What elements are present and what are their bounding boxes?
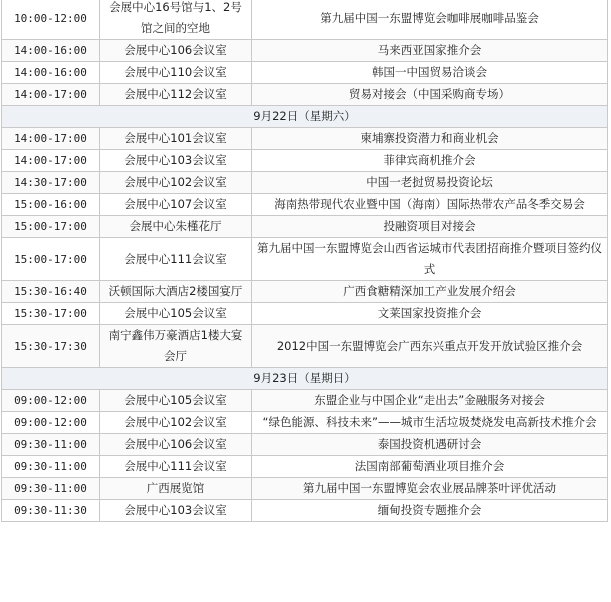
event-cell: 广西食糖精深加工产业发展介绍会 <box>252 281 608 303</box>
time-cell: 09:00-12:00 <box>2 390 100 412</box>
table-row <box>2 84 608 106</box>
venue-cell: 广西展览馆 <box>100 478 252 500</box>
date-label: 9月23日（星期日） <box>2 368 608 390</box>
time-cell: 14:00-17:00 <box>2 128 100 150</box>
event-cell: 2012中国一东盟博览会广西东兴重点开发开放试验区推介会 <box>252 325 608 368</box>
time-cell: 10:00-12:00 <box>2 0 100 40</box>
table-row <box>2 500 608 522</box>
date-header-row <box>2 368 608 390</box>
time-cell: 09:00-12:00 <box>2 412 100 434</box>
time-cell: 09:30-11:30 <box>2 500 100 522</box>
schedule-body <box>2 0 608 522</box>
time-cell: 09:30-11:00 <box>2 456 100 478</box>
time-cell: 15:00-17:00 <box>2 238 100 281</box>
venue-cell: 会展中心105会议室 <box>100 303 252 325</box>
time-cell: 09:30-11:00 <box>2 478 100 500</box>
venue-cell: 会展中心111会议室 <box>100 238 252 281</box>
event-cell: 柬埔寨投资潜力和商业机会 <box>252 128 608 150</box>
event-cell: 中国一老挝贸易投资论坛 <box>252 172 608 194</box>
table-row <box>2 128 608 150</box>
table-row <box>2 456 608 478</box>
venue-cell: 沃顿国际大酒店2楼国宴厅 <box>100 281 252 303</box>
event-cell: 投融资项目对接会 <box>252 216 608 238</box>
event-cell: 法国南部葡萄酒业项目推介会 <box>252 456 608 478</box>
venue-cell: 会展中心103会议室 <box>100 500 252 522</box>
time-cell: 09:30-11:00 <box>2 434 100 456</box>
time-cell: 14:00-17:00 <box>2 150 100 172</box>
event-cell: 东盟企业与中国企业“走出去”金融服务对接会 <box>252 390 608 412</box>
time-cell: 15:30-17:30 <box>2 325 100 368</box>
event-cell: 菲律宾商机推介会 <box>252 150 608 172</box>
table-row <box>2 150 608 172</box>
venue-cell: 会展中心105会议室 <box>100 390 252 412</box>
time-cell: 14:00-16:00 <box>2 62 100 84</box>
time-cell: 14:00-17:00 <box>2 84 100 106</box>
time-cell: 15:30-17:00 <box>2 303 100 325</box>
event-cell: 泰国投资机遇研讨会 <box>252 434 608 456</box>
venue-cell: 会展中心朱槿花厅 <box>100 216 252 238</box>
table-row <box>2 0 608 40</box>
table-row <box>2 172 608 194</box>
venue-cell: 会展中心110会议室 <box>100 62 252 84</box>
schedule-table <box>1 0 608 522</box>
venue-cell: 会展中心103会议室 <box>100 150 252 172</box>
time-cell: 14:30-17:00 <box>2 172 100 194</box>
table-row <box>2 238 608 281</box>
table-row <box>2 216 608 238</box>
event-cell: 缅甸投资专题推介会 <box>252 500 608 522</box>
time-cell: 14:00-16:00 <box>2 40 100 62</box>
table-row <box>2 434 608 456</box>
table-row <box>2 303 608 325</box>
venue-cell: 会展中心106会议室 <box>100 434 252 456</box>
venue-cell: 会展中心106会议室 <box>100 40 252 62</box>
venue-cell: 会展中心101会议室 <box>100 128 252 150</box>
venue-cell: 会展中心112会议室 <box>100 84 252 106</box>
table-row <box>2 390 608 412</box>
event-cell: 第九届中国一东盟博览会山西省运城市代表团招商推介暨项目签约仪式 <box>252 238 608 281</box>
table-row <box>2 194 608 216</box>
venue-cell: 会展中心102会议室 <box>100 412 252 434</box>
event-cell: 韩国一中国贸易洽谈会 <box>252 62 608 84</box>
table-row <box>2 478 608 500</box>
event-cell: 马来西亚国家推介会 <box>252 40 608 62</box>
venue-cell: 会展中心102会议室 <box>100 172 252 194</box>
event-cell: 文莱国家投资推介会 <box>252 303 608 325</box>
event-cell: 海南热带现代农业暨中国（海南）国际热带农产品冬季交易会 <box>252 194 608 216</box>
table-row <box>2 325 608 368</box>
date-header-row <box>2 106 608 128</box>
table-row <box>2 281 608 303</box>
table-row <box>2 40 608 62</box>
venue-cell: 会展中心107会议室 <box>100 194 252 216</box>
event-cell: 第九届中国一东盟博览会农业展品牌茶叶评优活动 <box>252 478 608 500</box>
time-cell: 15:00-16:00 <box>2 194 100 216</box>
event-cell: 第九届中国一东盟博览会咖啡展咖啡品鉴会 <box>252 0 608 40</box>
venue-cell: 会展中心16号馆与1、2号馆之间的空地 <box>100 0 252 40</box>
date-label: 9月22日（星期六） <box>2 106 608 128</box>
time-cell: 15:00-17:00 <box>2 216 100 238</box>
table-row <box>2 62 608 84</box>
time-cell: 15:30-16:40 <box>2 281 100 303</box>
venue-cell: 南宁鑫伟万豪酒店1楼大宴会厅 <box>100 325 252 368</box>
event-cell: “绿色能源、科技未来”——城市生活垃圾焚烧发电高新技术推介会 <box>252 412 608 434</box>
table-row <box>2 412 608 434</box>
venue-cell: 会展中心111会议室 <box>100 456 252 478</box>
event-cell: 贸易对接会（中国采购商专场） <box>252 84 608 106</box>
